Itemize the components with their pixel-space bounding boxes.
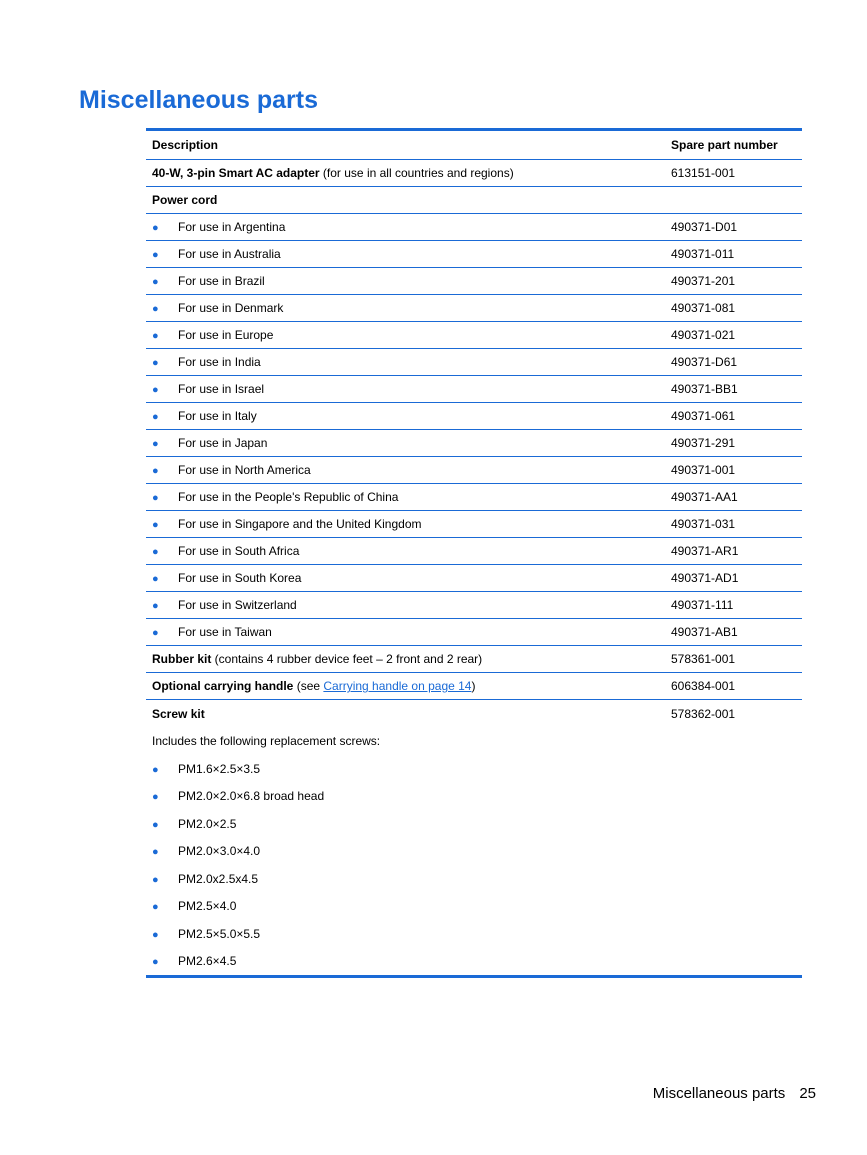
spare-part-number: 490371-021 [665,322,802,349]
item-description: Includes the following replacement screws: [152,734,381,749]
cross-reference-link[interactable]: Carrying handle on page 14 [323,679,472,693]
bullet-icon: ● [152,846,159,859]
table-row [146,673,802,700]
table-row [146,214,802,241]
bullet-icon: ● [152,519,159,531]
item-description: For use in Australia [178,247,281,261]
bullet-icon: ● [152,546,159,558]
item-description-end: ) [471,679,476,693]
item-description: For use in India [178,355,261,369]
item-description: For use in the People's Republic of China [178,490,399,504]
table-row [146,295,802,322]
item-description: For use in Europe [178,328,274,342]
description-cell [146,893,665,921]
description-cell [146,838,665,866]
description-cell [146,160,665,187]
spare-part-number: 490371-001 [665,457,802,484]
item-description: For use in Denmark [178,301,284,315]
description-cell [146,810,665,838]
table-row [146,838,802,866]
item-description: For use in Japan [178,436,268,450]
table-row [146,187,802,214]
item-description: (contains 4 rubber device feet – 2 front and 2 rear) [211,652,483,666]
description-cell [146,728,665,756]
table-row [146,160,802,187]
item-name: 40-W, 3-pin Smart AC adapter [152,166,320,180]
description-cell [146,214,665,241]
spare-part-number [665,810,802,838]
item-description: For use in North America [178,463,311,477]
header-part-number: Spare part number [665,131,802,160]
bullet-icon: ● [152,763,159,776]
table-row [146,728,802,756]
description-cell [146,920,665,948]
table-row [146,619,802,646]
item-description: For use in Switzerland [178,598,297,612]
table-row [146,810,802,838]
page-number: 25 [799,1085,816,1102]
item-name: Power cord [152,193,218,207]
bullet-icon: ● [152,276,159,288]
table-row [146,403,802,430]
table-row [146,700,802,728]
bullet-icon: ● [152,956,159,969]
table-header-row [146,131,802,160]
item-description: PM1.6×2.5×3.5 [178,761,261,776]
table-row [146,948,802,976]
table-bottom-rule [146,975,802,978]
item-description: For use in South Africa [178,544,300,558]
item-description: PM2.6×4.5 [178,954,237,969]
table-row [146,592,802,619]
spare-part-number: 490371-D61 [665,349,802,376]
description-cell [146,755,665,783]
bullet-icon: ● [152,438,159,450]
description-cell [146,783,665,811]
table-row [146,920,802,948]
header-description: Description [146,131,665,160]
spare-part-number: 578361-001 [665,646,802,673]
bullet-icon: ● [152,249,159,261]
table-row [146,457,802,484]
spare-part-number [665,187,802,214]
spare-part-number: 490371-291 [665,430,802,457]
bullet-icon: ● [152,791,159,804]
spare-part-number [665,893,802,921]
spare-part-number [665,865,802,893]
description-cell [146,948,665,976]
spare-part-number: 490371-201 [665,268,802,295]
spare-part-number [665,920,802,948]
description-cell [146,592,665,619]
item-description: For use in Italy [178,409,257,423]
spare-part-number [665,838,802,866]
table-row [146,646,802,673]
spare-part-number [665,728,802,756]
table-row [146,538,802,565]
table-row [146,511,802,538]
item-name: Optional carrying handle [152,679,294,693]
bullet-icon: ● [152,357,159,369]
bullet-icon: ● [152,627,159,639]
bullet-icon: ● [152,573,159,585]
parts-table [146,128,802,978]
description-cell [146,484,665,511]
spare-part-number: 606384-001 [665,673,802,700]
bullet-icon: ● [152,928,159,941]
table-row [146,565,802,592]
bullet-icon: ● [152,465,159,477]
item-description: PM2.0×2.5 [178,816,237,831]
page-footer [653,1085,816,1102]
description-cell [146,349,665,376]
table-row [146,893,802,921]
bullet-icon: ● [152,873,159,886]
table-row [146,755,802,783]
description-cell [146,619,665,646]
item-description: For use in Israel [178,382,265,396]
item-description: (for use in all countries and regions) [319,166,514,180]
description-cell [146,538,665,565]
description-cell [146,646,665,673]
bullet-icon: ● [152,384,159,396]
bullet-icon: ● [152,492,159,504]
bullet-icon: ● [152,600,159,612]
item-description: PM2.5×5.0×5.5 [178,926,261,941]
description-cell [146,322,665,349]
bullet-icon: ● [152,411,159,423]
description-cell [146,187,665,214]
spare-part-number: 578362-001 [671,706,736,721]
spare-part-number [665,755,802,783]
description-cell [146,865,665,893]
bullet-icon: ● [152,901,159,914]
description-cell [146,295,665,322]
bullet-icon: ● [152,222,159,234]
item-description: (see [293,679,324,693]
table-row [146,349,802,376]
description-cell [146,268,665,295]
spare-part-number: 490371-081 [665,295,802,322]
spare-part-number: 613151-001 [665,160,802,187]
page-title: Miscellaneous parts [79,86,318,114]
table-row [146,783,802,811]
item-description: PM2.5×4.0 [178,899,237,914]
table-row [146,268,802,295]
item-name: Rubber kit [152,652,212,666]
table-row [146,865,802,893]
spare-part-number: 490371-011 [665,241,802,268]
description-cell [146,565,665,592]
description-cell [146,700,665,728]
item-description: PM2.0×2.0×6.8 broad head [178,789,325,804]
spare-part-number: 490371-AA1 [665,484,802,511]
table-row [146,241,802,268]
spare-part-number [665,948,802,976]
bullet-icon: ● [152,818,159,831]
table-row [146,484,802,511]
item-description: For use in Singapore and the United Kingdom [178,517,422,531]
footer-section-title: Miscellaneous parts [652,1085,786,1102]
table-row [146,376,802,403]
description-cell [146,673,665,700]
spare-part-number: 490371-AB1 [665,619,802,646]
item-description: For use in Argentina [178,220,286,234]
spare-part-number: 490371-BB1 [665,376,802,403]
spare-part-number: 490371-AD1 [665,565,802,592]
spare-part-number: 490371-D01 [665,214,802,241]
spare-part-number: 490371-AR1 [665,538,802,565]
table-row [146,322,802,349]
item-description: PM2.0×3.0×4.0 [178,844,261,859]
bullet-icon: ● [152,330,159,342]
table-row [146,430,802,457]
spare-part-number: 490371-061 [665,403,802,430]
item-description: For use in Taiwan [178,625,272,639]
item-name: Screw kit [152,706,205,721]
spare-part-number [665,783,802,811]
description-cell [146,376,665,403]
description-cell [146,457,665,484]
item-description: For use in Brazil [178,274,265,288]
spare-part-number: 490371-111 [665,592,802,619]
description-cell [146,430,665,457]
table-body [146,160,802,976]
bullet-icon: ● [152,303,159,315]
description-cell [146,511,665,538]
item-description: PM2.0x2.5x4.5 [178,871,259,886]
description-cell [146,403,665,430]
description-cell [146,241,665,268]
spare-part-number: 490371-031 [665,511,802,538]
item-description: For use in South Korea [178,571,302,585]
